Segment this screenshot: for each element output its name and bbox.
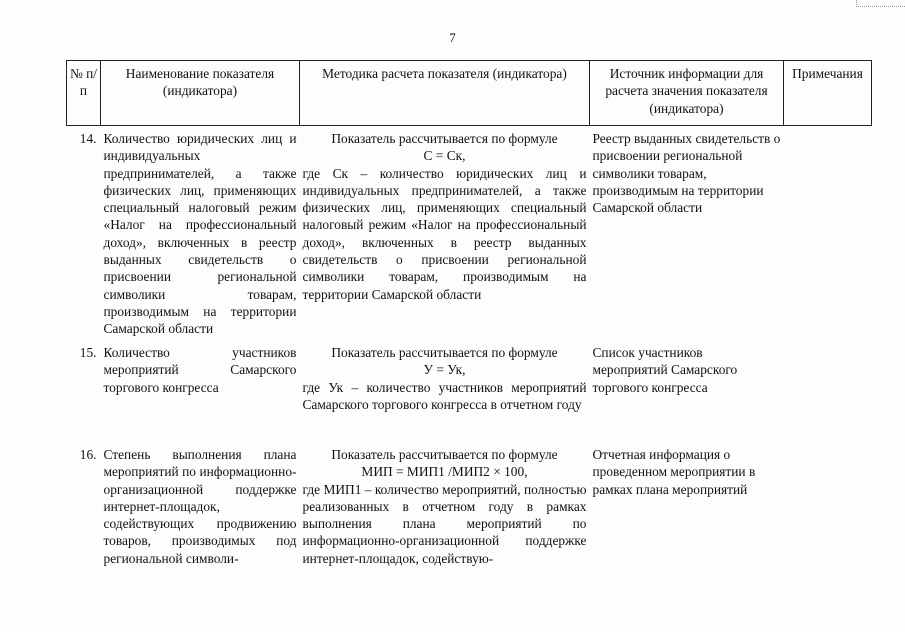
method-formula: С = Ск, (423, 148, 466, 164)
information-source: Отчетная информация о проведенном мероприятии в рамках плана мероприятий (592, 447, 756, 497)
scan-corner-mark (856, 0, 905, 7)
information-source: Реестр выданных свидетельств о присвоении региональной символики товарам, производимым на территории Самарской области (592, 131, 781, 216)
header-notes: Примечания (784, 61, 872, 126)
row-number: 15. (79, 345, 97, 360)
indicator-name: Степень выполнения плана мероприятий по информационно-организационной поддержке интернет-площадок, содействующих продвижению товаров, производимых под региональной символи- (103, 447, 297, 566)
row-number: 16. (79, 447, 97, 462)
method-description: где Ск – количество юридических лиц и индивидуальных предпринимателей, а также физических лиц, применяющих специальный налоговый режим «Налог на профессиональный доход», включенных в реестр выданных свидетельств о присвоении региональной символики товарам, производимым на территории Самарской области (302, 165, 587, 302)
note (784, 126, 872, 341)
method-formula: МИП = МИП1 /МИП2 × 100, (361, 464, 528, 480)
header-information-source: Источник информации для расчета значения показателя (индикатора) (590, 61, 784, 126)
indicator-name: Количество юридических лиц и индивидуальных предпринимателей, а также физических лиц, применяющих специальный налоговый режим «Налог на профессиональный доход», включенных в реестр выданных свидетельств о присвоении региональной символики товарам, производимым на территории Самарской области (103, 131, 297, 337)
table-row (67, 126, 872, 341)
header-calculation-method: Методика расчета показателя (индикатора) (300, 61, 590, 126)
method-intro: Показатель рассчитывается по формуле (331, 345, 558, 360)
note (784, 340, 872, 442)
information-source: Список участников мероприятий Самарского торгового конгресса (592, 345, 738, 395)
method-formula: У = Ук, (423, 362, 466, 378)
method-intro: Показатель рассчитывается по формуле (331, 131, 558, 146)
table-header-row (67, 61, 872, 126)
table-row (67, 442, 872, 567)
calculation-method (300, 442, 590, 567)
method-description: где Ук – количество участников мероприятий Самарского торгового конгресса в отчетном году (302, 379, 587, 412)
indicator-name: Количество участников мероприятий Самарского торгового конгресса (103, 345, 297, 395)
calculation-method (300, 126, 590, 341)
method-description: где МИП1 – количество мероприятий, полностью реализованных в отчетном году в рамках выполнения плана мероприятий по информационно-организационной поддержке интернет-площадок, содействую- (302, 481, 587, 566)
table-row (67, 340, 872, 442)
page-number: 7 (449, 30, 456, 45)
method-intro: Показатель рассчитывается по формуле (331, 447, 558, 462)
header-indicator-name: Наименование показателя (индикатора) (101, 61, 300, 126)
calculation-method (300, 340, 590, 442)
note (784, 442, 872, 567)
row-number: 14. (79, 131, 97, 146)
indicator-table (66, 60, 872, 567)
header-number: № п/п (67, 61, 101, 126)
